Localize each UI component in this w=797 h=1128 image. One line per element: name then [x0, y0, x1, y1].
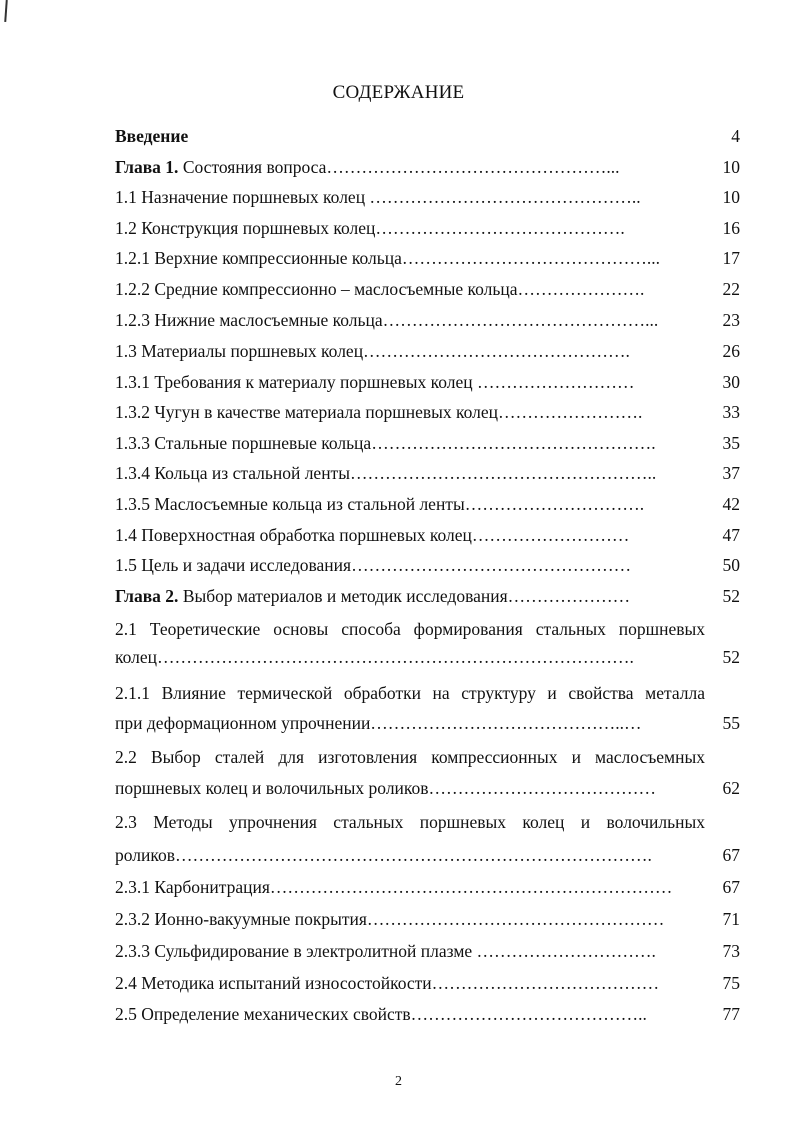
toc-page-number: 4	[731, 126, 740, 146]
toc-page-number: 33	[722, 402, 740, 422]
toc-page-number: 73	[722, 941, 740, 961]
toc-entry-title: 1.2 Конструкция поршневых колец…………………………………….	[115, 218, 625, 238]
toc-entry-title-line1: 2.1 Теоретические основы способа формирования стальных поршневых	[115, 619, 705, 639]
toc-entry-label: Введение	[115, 126, 189, 146]
toc-entry-title: Состояния вопроса…………………………………………...	[178, 157, 620, 177]
toc-entry-title: 1.4 Поверхностная обработка поршневых колец………………………	[115, 525, 630, 545]
toc-entry-title: 1.3 Материалы поршневых колец……………………………………….	[115, 341, 630, 361]
toc-entry-title-line2: колец……………………………………………………………………….	[115, 647, 634, 667]
toc-page-number: 67	[722, 845, 740, 865]
toc-page-number: 30	[722, 372, 740, 392]
toc-page-number: 71	[722, 909, 740, 929]
toc-entry-title: 1.2.1 Верхние компрессионные кольца……………………………………...	[115, 248, 660, 268]
page-number: 2	[395, 1074, 402, 1089]
toc-page-number: 52	[722, 647, 740, 667]
toc-entry-title: 1.3.1 Требования к материалу поршневых колец ………………………	[115, 372, 635, 392]
toc-entry-title: 2.5 Определение механических свойств…………………………………..	[115, 1004, 647, 1024]
toc-page-number: 23	[722, 310, 740, 330]
toc-page-number: 17	[722, 248, 740, 268]
toc-page-number: 55	[722, 713, 740, 733]
toc-page-number: 10	[722, 157, 740, 177]
toc-page-number: 26	[722, 341, 740, 361]
toc-page-number: 67	[722, 877, 740, 897]
toc-page-number: 42	[722, 494, 740, 514]
toc-page-number: 75	[722, 973, 740, 993]
toc-page-number: 10	[722, 187, 740, 207]
toc-entry-title: 1.3.5 Маслосъемные кольца из стальной ленты………………………….	[115, 494, 645, 514]
toc-entry-title-line1: 2.2 Выбор сталей для изготовления компрессионных и маслосъемных	[115, 747, 705, 767]
toc-entry-title-line2: при деформационном упрочнении……………………………………..…	[115, 713, 642, 733]
toc-entry-title: 1.3.4 Кольца из стальной ленты……………………………………………..	[115, 463, 657, 483]
toc-entry-title: 2.3.2 Ионно-вакуумные покрытия……………………………………………	[115, 909, 665, 929]
toc-entry-title: 1.2.2 Средние компрессионно – маслосъемные кольца………………….	[115, 279, 645, 299]
toc-entry-title-line2: роликов……………………………………………………………………….	[115, 845, 652, 865]
toc-entry-title: 2.3.1 Карбонитрация……………………………………………………………	[115, 877, 673, 897]
toc-page-number: 62	[722, 778, 740, 798]
toc-page-number: 16	[722, 218, 740, 238]
toc-entry-title-line2: поршневых колец и волочильных роликов…………………………………	[115, 778, 657, 798]
toc-entry-title-line1: 2.3 Методы упрочнения стальных поршневых колец и волочильных	[115, 812, 705, 832]
toc-page-number: 52	[722, 586, 740, 606]
toc-entry-label: Глава 2.	[115, 586, 179, 606]
toc-entry-title: 2.4 Методика испытаний износостойкости…………………………………	[115, 973, 660, 993]
toc-entry-title: 2.3.3 Сульфидирование в электролитной плазме ………………………….	[115, 941, 656, 961]
toc-entry-title: 1.3.3 Стальные поршневые кольца………………………………………….	[115, 433, 656, 453]
toc-page-number: 47	[722, 525, 740, 545]
toc-entry-title: 1.3.2 Чугун в качестве материала поршневых колец…………………….	[115, 402, 643, 422]
toc-entry-title: 1.2.3 Нижние маслосъемные кольца………………………………………...	[115, 310, 659, 330]
page-title: СОДЕРЖАНИЕ	[332, 82, 465, 103]
toc-entry-title-line1: 2.1.1 Влияние термической обработки на структуру и свойства металла	[115, 683, 705, 703]
toc-entry-title: Выбор материалов и методик исследования…………………	[178, 586, 631, 606]
toc-entry-label: Глава 1.	[115, 157, 179, 177]
toc-entry-title: 1.1 Назначение поршневых колец ………………………………………..	[115, 187, 641, 207]
toc-entry-title: 1.5 Цель и задачи исследования…………………………………………	[115, 555, 632, 575]
scan-edge-mark	[4, 0, 8, 22]
toc-page-number: 50	[722, 555, 740, 575]
toc-page-number: 37	[722, 463, 740, 483]
toc-page-number: 77	[722, 1004, 740, 1024]
toc-page-number: 22	[722, 279, 740, 299]
toc-page-number: 35	[722, 433, 740, 453]
